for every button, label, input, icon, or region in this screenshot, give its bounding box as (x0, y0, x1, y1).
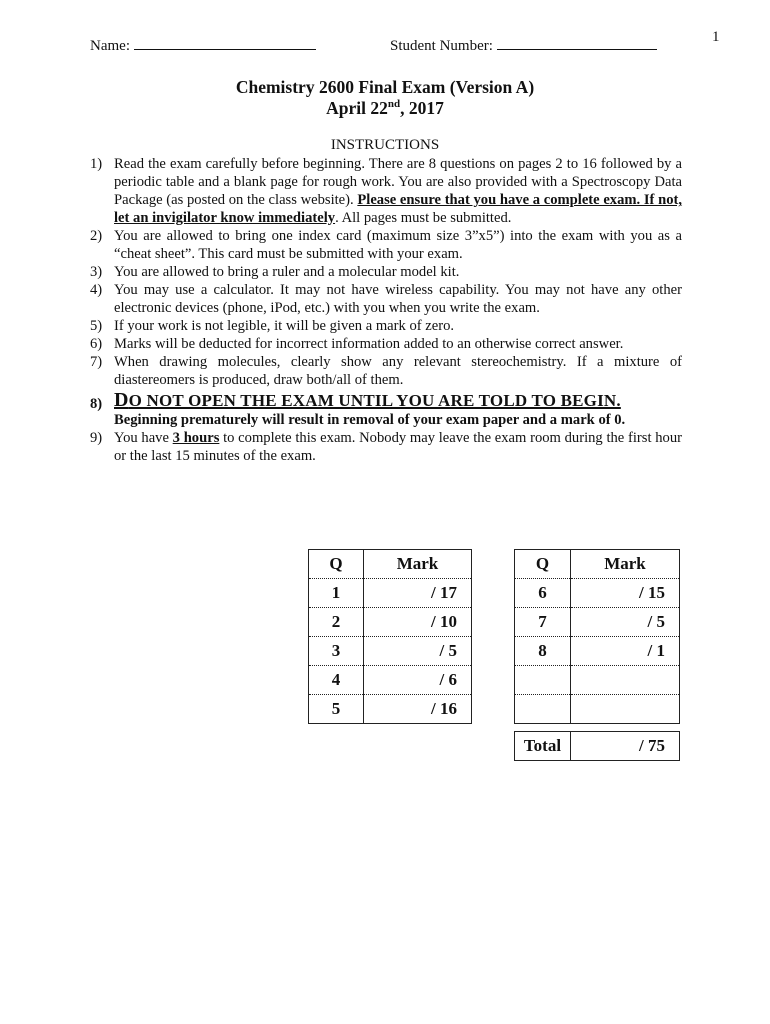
exam-title: Chemistry 2600 Final Exam (Version A) (235, 77, 535, 97)
table-cell-mark: / 17 (364, 579, 472, 608)
table-cell-mark: / 10 (364, 608, 472, 637)
table-cell-q: 5 (309, 695, 364, 724)
name-label: Name: (90, 38, 130, 54)
table-cell-mark: / 5 (571, 608, 680, 637)
table-cell-q: 4 (309, 666, 364, 695)
name-field (90, 37, 316, 55)
student-number-blank-line (497, 37, 657, 50)
instructions-heading: INSTRUCTIONS (330, 137, 440, 153)
total-value: / 75 (571, 732, 680, 761)
total-table (514, 731, 680, 761)
page-number: 1 (712, 29, 720, 45)
instruction-3: 3) You are allowed to bring a ruler and a molecular model kit. (90, 264, 460, 280)
instruction-5: 5) If your work is not legible, it will be given a mark of zero. (90, 318, 455, 334)
instruction-8: 8) DO NOT OPEN THE EXAM UNTIL YOU ARE TOLD TO BEGIN. Beginning prematurely will result in removal of your exam paper and a mark of 0. (90, 389, 626, 428)
mark-header: Mark (364, 550, 472, 579)
instruction-2: 2) You are allowed to bring one index card (maximum size 3”x5”) into the exam with you as a “cheat sheet”. This card must be submitted with your exam. (90, 228, 682, 262)
marks-table-right (514, 549, 680, 724)
table-cell-q: 1 (309, 579, 364, 608)
q-header: Q (515, 550, 571, 579)
table-cell-mark: / 5 (364, 637, 472, 666)
table-cell-q (515, 695, 571, 724)
table-cell-mark (571, 666, 680, 695)
table-cell-mark: / 6 (364, 666, 472, 695)
table-cell-mark: / 16 (364, 695, 472, 724)
instructions-list (90, 155, 682, 465)
table-cell-q: 3 (309, 637, 364, 666)
instruction-1: 1) Read the exam carefully before beginning. There are 8 questions on pages 2 to 16 followed by a periodic table and a blank page for rough work. You are also provided with a Spectroscopy Data Package (as posted on the class website). Please ensure that you have a complete exam. If not, let an invigilator know immediately. All pages must be submitted. (90, 156, 683, 226)
table-cell-q: 8 (515, 637, 571, 666)
instruction-6: 6) Marks will be deducted for incorrect information added to an otherwise correct answer. (90, 336, 624, 352)
table-cell-mark: / 1 (571, 637, 680, 666)
table-cell-q: 7 (515, 608, 571, 637)
name-blank-line (134, 37, 316, 50)
student-number-label: Student Number: (390, 38, 493, 54)
student-number-field (390, 37, 657, 55)
instruction-7: 7) When drawing molecules, clearly show any relevant stereochemistry. If a mixture of diastereomers is produced, draw both/all of them. (90, 354, 682, 388)
q-header: Q (309, 550, 364, 579)
table-cell-mark: / 15 (571, 579, 680, 608)
instruction-4: 4) You may use a calculator. It may not have wireless capability. You may not have any other electronic devices (phone, iPod, etc.) with you when you write the exam. (90, 282, 682, 316)
table-cell-q: 2 (309, 608, 364, 637)
exam-date: April 22nd, 2017 (326, 98, 444, 118)
table-cell-q (515, 666, 571, 695)
mark-header: Mark (571, 550, 680, 579)
table-cell-q: 6 (515, 579, 571, 608)
marks-table-left (308, 549, 472, 724)
instruction-9: 9) You have 3 hours to complete this exam. Nobody may leave the exam room during the first hour or the last 15 minutes of the exam. (90, 430, 682, 464)
table-cell-mark (571, 695, 680, 724)
total-label: Total (515, 732, 571, 761)
